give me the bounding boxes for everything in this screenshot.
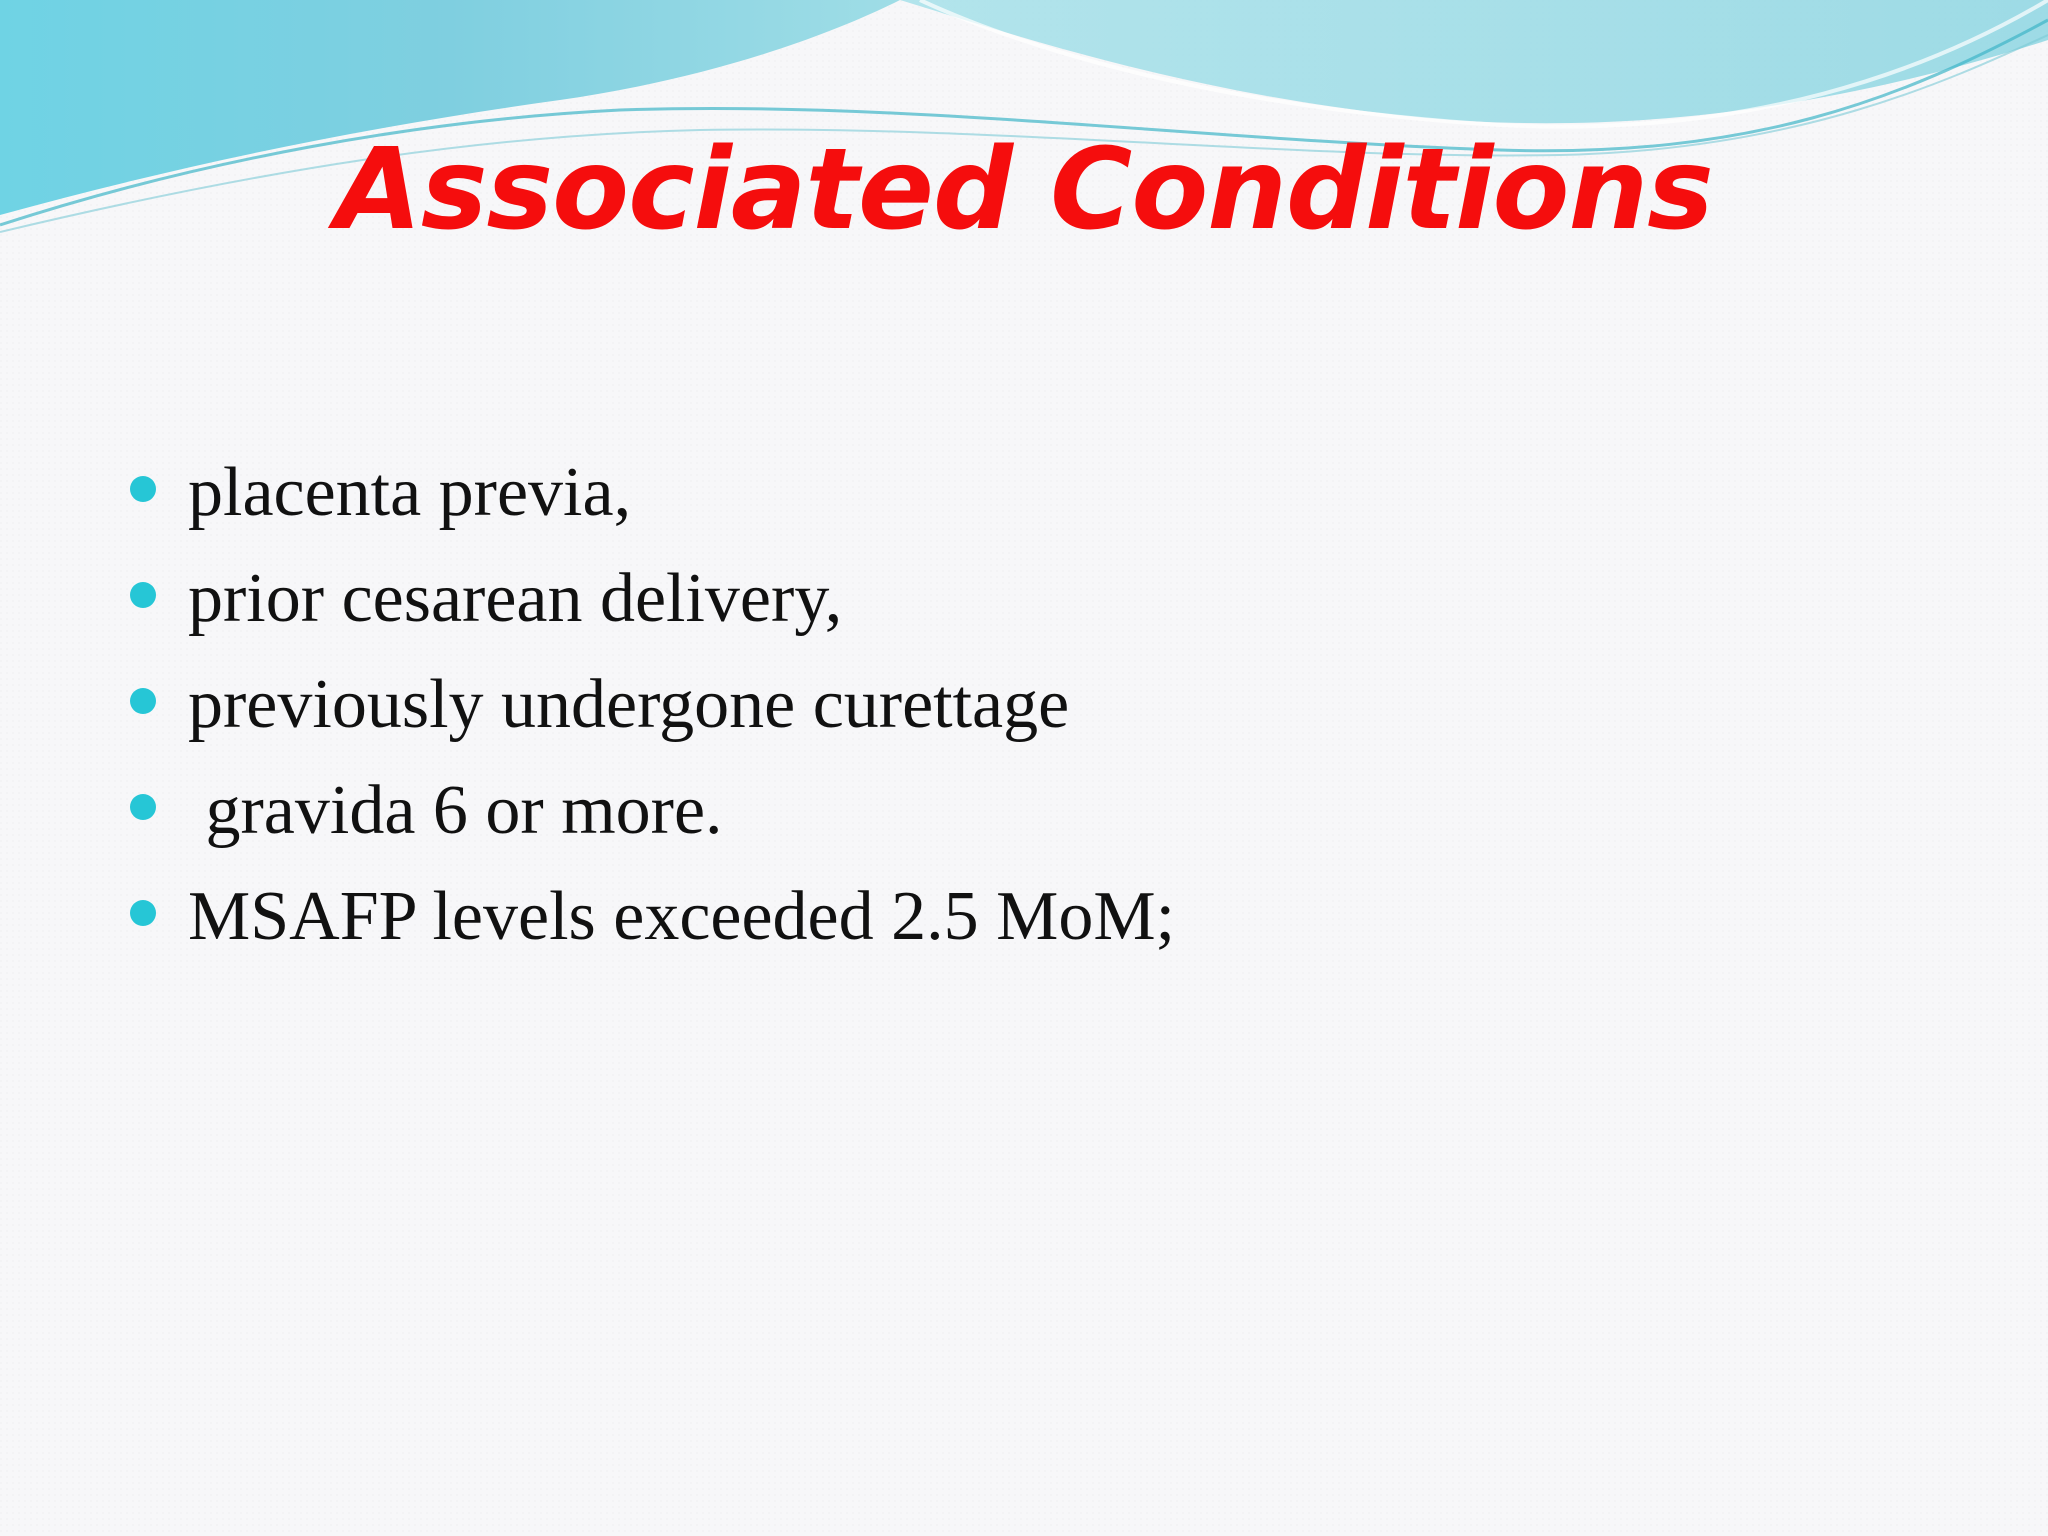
bullet-dot-icon xyxy=(130,794,156,820)
list-item xyxy=(130,652,1175,758)
slide-title: Associated Conditions xyxy=(335,125,1713,255)
bullet-dot-icon xyxy=(130,688,156,714)
list-item-text: MSAFP levels exceeded 2.5 MoM; xyxy=(188,878,1176,955)
list-item xyxy=(130,864,1175,970)
list-item-text: previously undergone curettage xyxy=(188,666,1070,743)
list-item-text: placenta previa, xyxy=(188,454,632,531)
list-item xyxy=(130,440,1175,546)
list-item xyxy=(130,758,1175,864)
bullet-dot-icon xyxy=(130,476,156,502)
bullet-dot-icon xyxy=(130,582,156,608)
list-item-text: prior cesarean delivery, xyxy=(188,560,843,637)
list-item xyxy=(130,546,1175,652)
bullet-list xyxy=(130,440,1175,970)
bullet-dot-icon xyxy=(130,900,156,926)
list-item-text: gravida 6 or more. xyxy=(188,772,723,849)
